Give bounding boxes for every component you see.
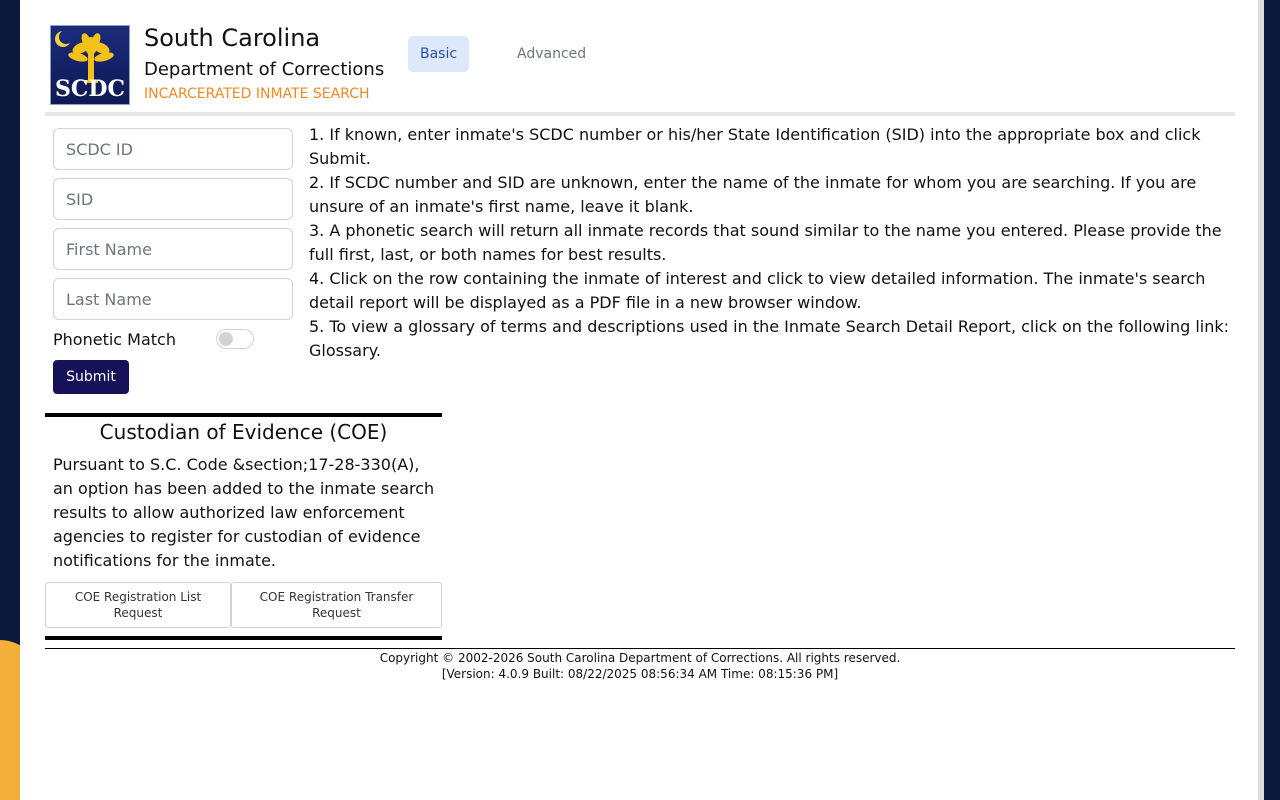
coe-registration-list-button[interactable]: COE Registration List Request: [45, 582, 231, 628]
site-tagline: INCARCERATED INMATE SEARCH: [144, 86, 370, 102]
instruction-item: 5. To view a glossary of terms and descriptions used in the Inmate Search Detail Report, click on the following link: Glossary.: [309, 317, 1230, 360]
footer-divider: [45, 648, 1235, 649]
submit-button[interactable]: Submit: [53, 360, 129, 394]
instruction-item: 3. A phonetic search will return all inmate records that sound similar to the name you entered. Please provide the full first, last, or both names for best results.: [309, 221, 1222, 264]
copyright-text: Copyright © 2002-2026 South Carolina Department of Corrections. All rights reserved.: [379, 651, 901, 665]
instruction-item: 1. If known, enter inmate's SCDC number or his/her State Identification (SID) into the appropriate box and click Submit.: [309, 125, 1201, 168]
site-title: South Carolina: [144, 24, 321, 52]
instructions: [309, 123, 1229, 363]
footer: [45, 650, 1235, 682]
header: [45, 20, 1235, 112]
scdc-id-input[interactable]: [53, 128, 293, 170]
header-divider: [45, 112, 1235, 116]
sid-input[interactable]: [53, 178, 293, 220]
phonetic-match-label: Phonetic Match: [53, 330, 176, 349]
first-name-input[interactable]: [53, 228, 293, 270]
coe-top-rule: [45, 413, 442, 417]
phonetic-match-toggle[interactable]: [216, 329, 254, 349]
page-edge: [1258, 0, 1264, 800]
logo-text: SCDC: [55, 76, 125, 102]
coe-title: Custodian of Evidence (COE): [99, 420, 388, 444]
page-container: [20, 0, 1258, 800]
site-subtitle: Department of Corrections: [144, 59, 385, 80]
coe-description: Pursuant to S.C. Code &section;17-28-330(A), an option has been added to the inmate search results to allow authorized law enforcement agencies to register for custodian of evidence notifications for the inmate.: [53, 455, 435, 570]
instruction-item: 4. Click on the row containing the inmate of interest and click to view detailed information. The inmate's search detail report will be displayed as a PDF file in a new browser window.: [309, 269, 1206, 312]
scdc-logo: [50, 25, 130, 105]
coe-registration-transfer-button[interactable]: COE Registration Transfer Request: [231, 582, 442, 628]
instruction-item: 2. If SCDC number and SID are unknown, enter the name of the inmate for whom you are searching. If you are unsure of an inmate's first name, leave it blank.: [309, 173, 1197, 216]
toggle-knob: [219, 332, 233, 346]
last-name-input[interactable]: [53, 278, 293, 320]
coe-bottom-rule: [45, 636, 442, 640]
version-text: [Version: 4.0.9 Built: 08/22/2025 08:56:34 AM Time: 08:15:36 PM]: [441, 667, 839, 681]
tab-basic[interactable]: Basic: [408, 36, 469, 72]
tab-advanced[interactable]: Advanced: [517, 46, 587, 62]
